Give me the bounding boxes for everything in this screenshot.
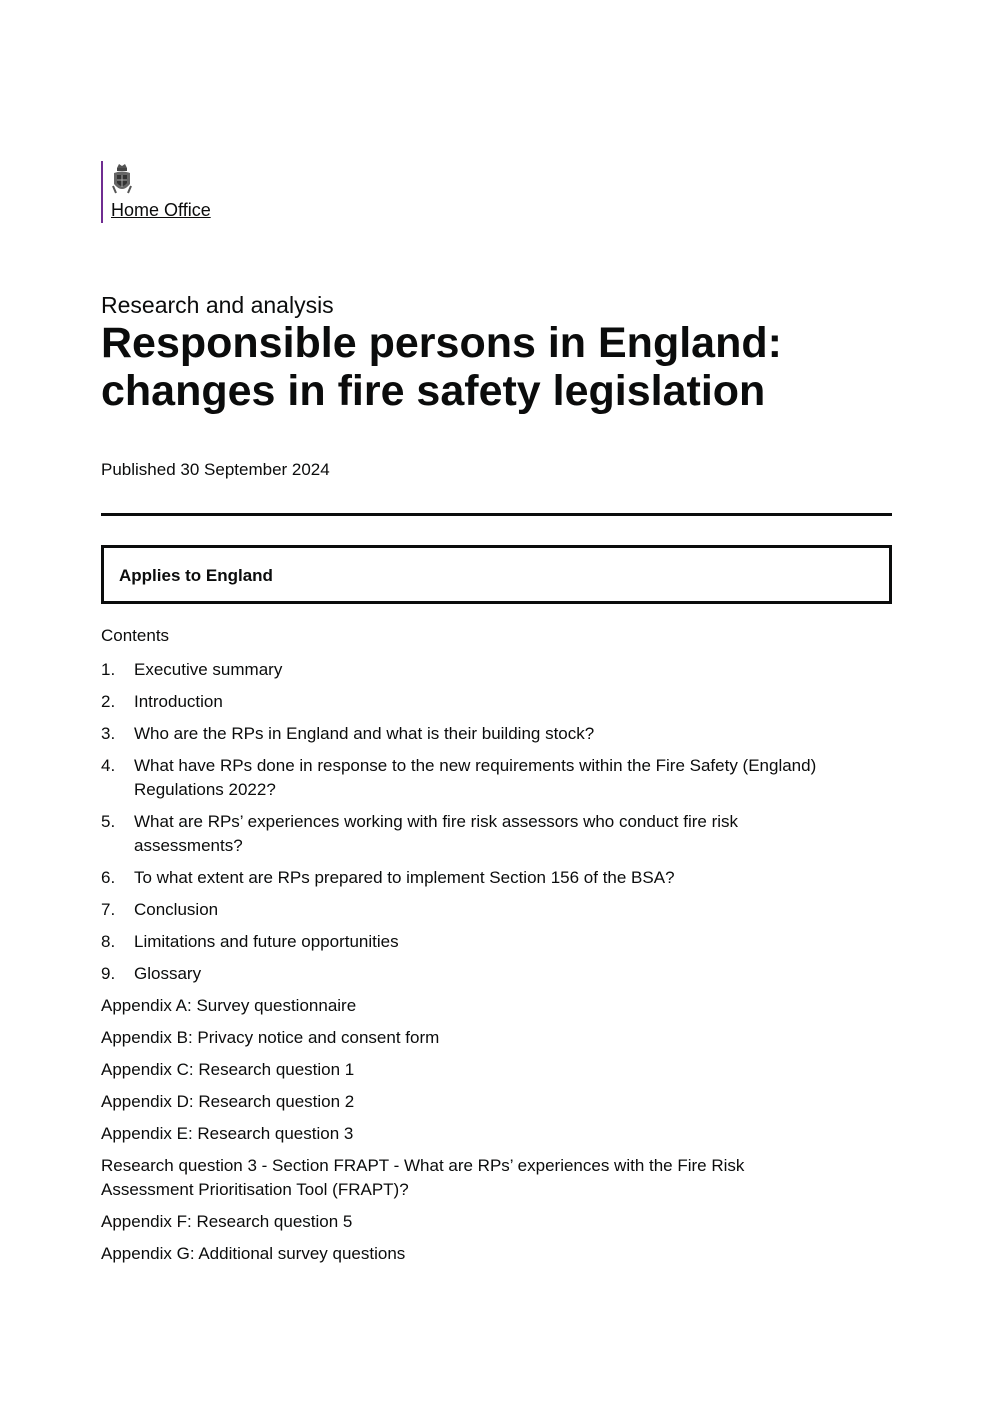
- toc-item-link[interactable]: Appendix B: Privacy notice and consent form: [101, 1028, 440, 1047]
- royal-crest-icon: [111, 162, 133, 196]
- toc-item-link[interactable]: Introduction: [134, 692, 223, 711]
- contents-heading: Contents: [101, 626, 170, 645]
- toc-item-link[interactable]: Conclusion: [134, 900, 219, 919]
- toc-item-link[interactable]: Limitations and future opportunities: [134, 932, 399, 951]
- toc-item[interactable]: [101, 690, 821, 714]
- toc-item-link[interactable]: Executive summary: [134, 660, 283, 679]
- toc-item-number: 4.: [101, 756, 116, 775]
- toc-item-number: 9.: [101, 964, 116, 983]
- toc-item[interactable]: [101, 1242, 821, 1266]
- toc-item[interactable]: [101, 1058, 821, 1082]
- toc-item-link[interactable]: What have RPs done in response to the new requirements within the Fire Safety (England) Regulations 2022?: [134, 756, 817, 799]
- toc-item-number: 8.: [101, 932, 116, 951]
- toc-item-link[interactable]: Appendix D: Research question 2: [101, 1092, 355, 1111]
- toc-item-number: 3.: [101, 724, 116, 743]
- toc-item[interactable]: [101, 994, 821, 1018]
- toc-item[interactable]: [101, 866, 821, 890]
- toc-item[interactable]: [101, 722, 821, 746]
- toc-item-link[interactable]: To what extent are RPs prepared to implement Section 156 of the BSA?: [134, 868, 675, 887]
- toc-item[interactable]: [101, 898, 821, 922]
- home-office-link[interactable]: Home Office: [111, 200, 211, 220]
- toc-item[interactable]: [101, 1026, 821, 1050]
- toc-item-link[interactable]: Research question 3 - Section FRAPT - What are RPs’ experiences with the Fire Risk Assessment Prioritisation Tool (FRAPT)?: [101, 1156, 745, 1199]
- toc-item-number: 1.: [101, 660, 116, 679]
- toc-item-link[interactable]: Appendix G: Additional survey questions: [101, 1244, 406, 1263]
- published-date: Published 30 September 2024: [101, 460, 330, 479]
- applies-to-label: Applies to England: [119, 566, 273, 585]
- document-type: Research and analysis: [101, 292, 334, 318]
- toc-item-number: 2.: [101, 692, 116, 711]
- toc-item-number: 7.: [101, 900, 116, 919]
- toc-item[interactable]: [101, 754, 821, 802]
- toc-item-number: 5.: [101, 812, 116, 831]
- page-title: Responsible persons in England: changes in fire safety legislation: [101, 319, 782, 415]
- toc-item-link[interactable]: Glossary: [134, 964, 202, 983]
- applies-to-box: [101, 545, 892, 604]
- toc-item[interactable]: [101, 1090, 821, 1114]
- toc-item-link[interactable]: Appendix C: Research question 1: [101, 1060, 355, 1079]
- toc-item-number: 6.: [101, 868, 116, 887]
- toc-item[interactable]: [101, 1122, 821, 1146]
- toc-item-link[interactable]: Appendix E: Research question 3: [101, 1124, 354, 1143]
- table-of-contents: [101, 658, 821, 1274]
- toc-item[interactable]: [101, 658, 821, 682]
- toc-item-link[interactable]: What are RPs’ experiences working with fire risk assessors who conduct fire risk assessments?: [134, 812, 739, 855]
- organisation-logo: [101, 161, 211, 223]
- toc-item-link[interactable]: Who are the RPs in England and what is their building stock?: [134, 724, 595, 743]
- section-divider: [101, 513, 892, 516]
- toc-item-link[interactable]: Appendix F: Research question 5: [101, 1212, 353, 1231]
- toc-item[interactable]: [101, 962, 821, 986]
- toc-item[interactable]: [101, 1154, 821, 1202]
- toc-item[interactable]: [101, 1210, 821, 1234]
- toc-item[interactable]: [101, 930, 821, 954]
- toc-item-link[interactable]: Appendix A: Survey questionnaire: [101, 996, 357, 1015]
- toc-item[interactable]: [101, 810, 821, 858]
